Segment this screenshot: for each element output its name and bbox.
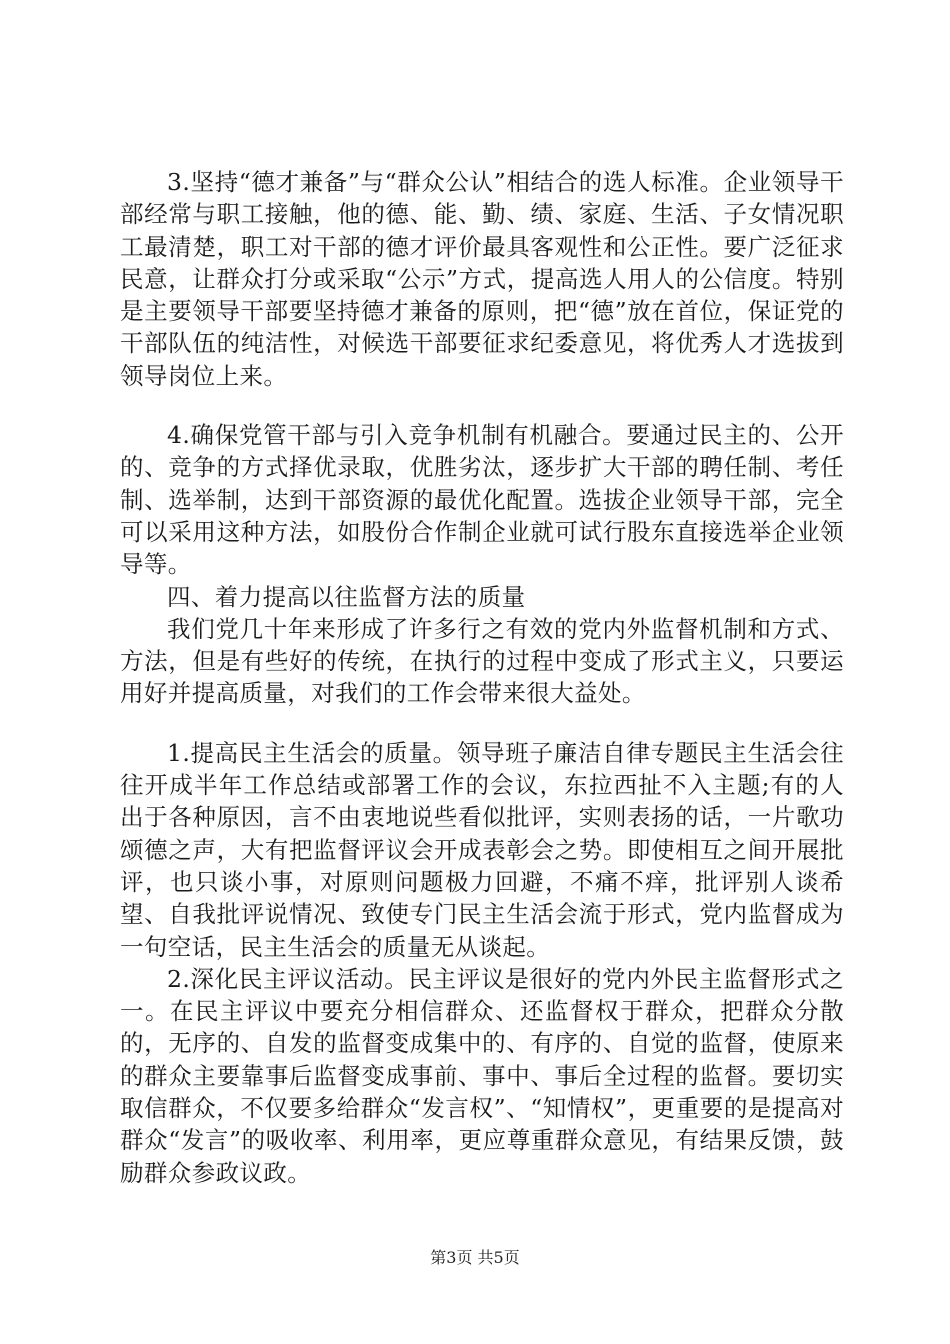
document-body xyxy=(120,166,844,1189)
paragraph-gap xyxy=(120,710,844,737)
paragraph-gap xyxy=(120,392,844,419)
section-heading-supervision: 四、着力提高以往监督方法的质量 xyxy=(167,582,526,611)
paragraph-supervision-intro: 我们党几十年来形成了许多行之有效的党内外监督机制和方式、方法，但是有些好的传统，在执行的过程中变成了形式主义，只要运用好并提高质量，对我们的工作会带来很大益处。 xyxy=(120,614,844,708)
paragraph-democratic-life-meeting: 1.提高民主生活会的质量。领导班子廉洁自律专题民主生活会往往开成半年工作总结或部署工作的会议，东拉西扯不入主题;有的人出于各种原因，言不由衷地说些看似批评，实则表扬的话，一片歌功颂德之声，大有把监督评议会开成表彰会之势。即使相互之间开展批评，也只谈小事，对原则问题极力回避，不痛不痒，批评别人谈希望、自我批评说情况、致使专门民主生活会流于形式，党内监督成为一句空话，民主生活会的质量无从谈起。 xyxy=(120,738,844,961)
paragraph-competition-mechanism: 4.确保党管干部与引入竞争机制有机融合。要通过民主的、公开的、竞争的方式择优录取，优胜劣汰，逐步扩大干部的聘任制、考任制、选举制，达到干部资源的最优化配置。选拔企业领导干部，完全可以采用这种方法，如股份合作制企业就可试行股东直接选举企业领导等。 xyxy=(120,421,844,579)
page-number-footer: 第3页 共5页 xyxy=(430,1248,520,1267)
paragraph-democratic-appraisal: 2.深化民主评议活动。民主评议是很好的党内外民主监督形式之一。在民主评议中要充分相信群众、还监督权于群众，把群众分散的，无序的、自发的监督变成集中的、有序的、自觉的监督，使原来的群众主要靠事后监督变成事前、事中、事后全过程的监督。要切实取信群众，不仅要多给群众“发言权”、“知情权”，更重要的是提高对群众“发言”的吸收率、利用率，更应尊重群众意见，有结果反馈，鼓励群众参政议政。 xyxy=(120,964,844,1187)
paragraph-selection-standard: 3.坚持“德才兼备”与“群众公认”相结合的选人标准。企业领导干部经常与职工接触，他的德、能、勤、绩、家庭、生活、子女情况职工最清楚，职工对干部的德才评价最具客观性和公正性。要广泛征求民意，让群众打分或采取“公示”方式，提高选人用人的公信度。特别是主要领导干部要坚持德才兼备的原则，把“德”放在首位，保证党的干部队伍的纯洁性，对候选干部要征求纪委意见，将优秀人才选拔到领导岗位上来。 xyxy=(120,168,844,390)
